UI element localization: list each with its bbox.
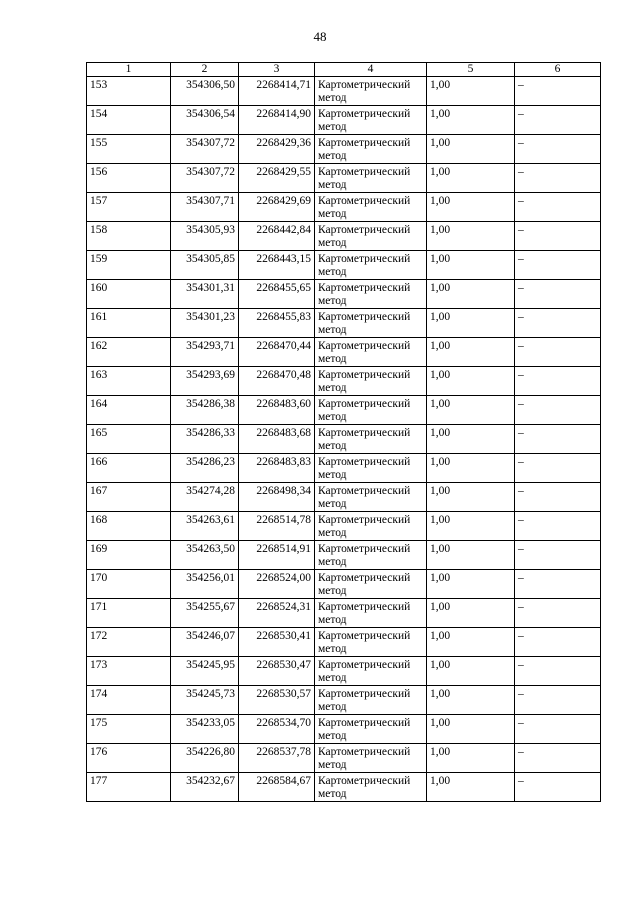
x-coordinate-cell: 354307,71 [171, 193, 239, 222]
x-coordinate-cell: 354306,54 [171, 106, 239, 135]
x-coordinate-cell: 354286,38 [171, 396, 239, 425]
point-number-cell: 173 [87, 657, 171, 686]
note-cell: – [515, 251, 601, 280]
point-number-cell: 172 [87, 628, 171, 657]
x-coordinate-cell: 354306,50 [171, 77, 239, 106]
method-cell: Картометрический метод [315, 77, 427, 106]
note-cell: – [515, 309, 601, 338]
x-coordinate-cell: 354245,73 [171, 686, 239, 715]
y-coordinate-cell: 2268584,67 [239, 773, 315, 802]
accuracy-cell: 1,00 [427, 135, 515, 164]
x-coordinate-cell: 354245,95 [171, 657, 239, 686]
accuracy-cell: 1,00 [427, 164, 515, 193]
point-number-cell: 162 [87, 338, 171, 367]
accuracy-cell: 1,00 [427, 396, 515, 425]
table-row [87, 396, 601, 425]
y-coordinate-cell: 2268470,48 [239, 367, 315, 396]
note-cell: – [515, 541, 601, 570]
x-coordinate-cell: 354232,67 [171, 773, 239, 802]
y-coordinate-cell: 2268414,71 [239, 77, 315, 106]
table-row [87, 512, 601, 541]
accuracy-cell: 1,00 [427, 77, 515, 106]
x-coordinate-cell: 354263,61 [171, 512, 239, 541]
note-cell: – [515, 77, 601, 106]
table-row [87, 251, 601, 280]
note-cell: – [515, 367, 601, 396]
x-coordinate-cell: 354226,80 [171, 744, 239, 773]
x-coordinate-cell: 354301,23 [171, 309, 239, 338]
accuracy-cell: 1,00 [427, 425, 515, 454]
note-cell: – [515, 135, 601, 164]
y-coordinate-cell: 2268429,55 [239, 164, 315, 193]
note-cell: – [515, 483, 601, 512]
column-header: 4 [315, 63, 427, 77]
note-cell: – [515, 338, 601, 367]
y-coordinate-cell: 2268530,41 [239, 628, 315, 657]
point-number-cell: 168 [87, 512, 171, 541]
method-cell: Картометрический метод [315, 715, 427, 744]
method-cell: Картометрический метод [315, 135, 427, 164]
y-coordinate-cell: 2268429,36 [239, 135, 315, 164]
accuracy-cell: 1,00 [427, 251, 515, 280]
method-cell: Картометрический метод [315, 251, 427, 280]
y-coordinate-cell: 2268442,84 [239, 222, 315, 251]
table-row [87, 164, 601, 193]
x-coordinate-cell: 354307,72 [171, 135, 239, 164]
table-row [87, 773, 601, 802]
y-coordinate-cell: 2268483,68 [239, 425, 315, 454]
x-coordinate-cell: 354293,69 [171, 367, 239, 396]
table-row [87, 744, 601, 773]
method-cell: Картометрический метод [315, 309, 427, 338]
y-coordinate-cell: 2268443,15 [239, 251, 315, 280]
point-number-cell: 156 [87, 164, 171, 193]
x-coordinate-cell: 354286,33 [171, 425, 239, 454]
table-row [87, 106, 601, 135]
accuracy-cell: 1,00 [427, 106, 515, 135]
point-number-cell: 166 [87, 454, 171, 483]
column-header: 1 [87, 63, 171, 77]
table-row [87, 686, 601, 715]
table-row [87, 425, 601, 454]
point-number-cell: 153 [87, 77, 171, 106]
table-row [87, 541, 601, 570]
y-coordinate-cell: 2268524,00 [239, 570, 315, 599]
table-row [87, 309, 601, 338]
accuracy-cell: 1,00 [427, 454, 515, 483]
accuracy-cell: 1,00 [427, 222, 515, 251]
table-row [87, 570, 601, 599]
note-cell: – [515, 773, 601, 802]
accuracy-cell: 1,00 [427, 541, 515, 570]
column-header: 2 [171, 63, 239, 77]
accuracy-cell: 1,00 [427, 570, 515, 599]
method-cell: Картометрический метод [315, 222, 427, 251]
method-cell: Картометрический метод [315, 164, 427, 193]
accuracy-cell: 1,00 [427, 512, 515, 541]
table-row [87, 77, 601, 106]
x-coordinate-cell: 354274,28 [171, 483, 239, 512]
method-cell: Картометрический метод [315, 193, 427, 222]
y-coordinate-cell: 2268537,78 [239, 744, 315, 773]
table-row [87, 599, 601, 628]
point-number-cell: 174 [87, 686, 171, 715]
x-coordinate-cell: 354293,71 [171, 338, 239, 367]
x-coordinate-cell: 354246,07 [171, 628, 239, 657]
column-header: 3 [239, 63, 315, 77]
note-cell: – [515, 193, 601, 222]
note-cell: – [515, 657, 601, 686]
x-coordinate-cell: 354307,72 [171, 164, 239, 193]
note-cell: – [515, 599, 601, 628]
y-coordinate-cell: 2268470,44 [239, 338, 315, 367]
y-coordinate-cell: 2268534,70 [239, 715, 315, 744]
x-coordinate-cell: 354301,31 [171, 280, 239, 309]
accuracy-cell: 1,00 [427, 686, 515, 715]
y-coordinate-cell: 2268514,91 [239, 541, 315, 570]
accuracy-cell: 1,00 [427, 193, 515, 222]
accuracy-cell: 1,00 [427, 367, 515, 396]
method-cell: Картометрический метод [315, 454, 427, 483]
point-number-cell: 164 [87, 396, 171, 425]
point-number-cell: 177 [87, 773, 171, 802]
point-number-cell: 154 [87, 106, 171, 135]
x-coordinate-cell: 354255,67 [171, 599, 239, 628]
accuracy-cell: 1,00 [427, 773, 515, 802]
accuracy-cell: 1,00 [427, 599, 515, 628]
method-cell: Картометрический метод [315, 106, 427, 135]
x-coordinate-cell: 354305,85 [171, 251, 239, 280]
x-coordinate-cell: 354256,01 [171, 570, 239, 599]
note-cell: – [515, 425, 601, 454]
note-cell: – [515, 686, 601, 715]
note-cell: – [515, 628, 601, 657]
y-coordinate-cell: 2268514,78 [239, 512, 315, 541]
point-number-cell: 163 [87, 367, 171, 396]
y-coordinate-cell: 2268414,90 [239, 106, 315, 135]
note-cell: – [515, 164, 601, 193]
method-cell: Картометрический метод [315, 396, 427, 425]
point-number-cell: 158 [87, 222, 171, 251]
accuracy-cell: 1,00 [427, 744, 515, 773]
accuracy-cell: 1,00 [427, 280, 515, 309]
method-cell: Картометрический метод [315, 367, 427, 396]
method-cell: Картометрический метод [315, 773, 427, 802]
method-cell: Картометрический метод [315, 686, 427, 715]
note-cell: – [515, 106, 601, 135]
note-cell: – [515, 454, 601, 483]
x-coordinate-cell: 354233,05 [171, 715, 239, 744]
point-number-cell: 159 [87, 251, 171, 280]
x-coordinate-cell: 354286,23 [171, 454, 239, 483]
note-cell: – [515, 512, 601, 541]
method-cell: Картометрический метод [315, 425, 427, 454]
table-row [87, 338, 601, 367]
accuracy-cell: 1,00 [427, 715, 515, 744]
method-cell: Картометрический метод [315, 628, 427, 657]
accuracy-cell: 1,00 [427, 309, 515, 338]
point-number-cell: 165 [87, 425, 171, 454]
table-row [87, 483, 601, 512]
column-header: 6 [515, 63, 601, 77]
point-number-cell: 160 [87, 280, 171, 309]
method-cell: Картометрический метод [315, 657, 427, 686]
point-number-cell: 161 [87, 309, 171, 338]
x-coordinate-cell: 354305,93 [171, 222, 239, 251]
point-number-cell: 157 [87, 193, 171, 222]
note-cell: – [515, 396, 601, 425]
method-cell: Картометрический метод [315, 483, 427, 512]
x-coordinate-cell: 354263,50 [171, 541, 239, 570]
table-row [87, 454, 601, 483]
point-number-cell: 169 [87, 541, 171, 570]
y-coordinate-cell: 2268530,47 [239, 657, 315, 686]
table-row [87, 280, 601, 309]
point-number-cell: 171 [87, 599, 171, 628]
point-number-cell: 176 [87, 744, 171, 773]
table-header-row [87, 63, 601, 77]
method-cell: Картометрический метод [315, 541, 427, 570]
accuracy-cell: 1,00 [427, 338, 515, 367]
note-cell: – [515, 222, 601, 251]
method-cell: Картометрический метод [315, 512, 427, 541]
y-coordinate-cell: 2268429,69 [239, 193, 315, 222]
y-coordinate-cell: 2268524,31 [239, 599, 315, 628]
method-cell: Картометрический метод [315, 338, 427, 367]
table-row [87, 715, 601, 744]
note-cell: – [515, 570, 601, 599]
table-row [87, 657, 601, 686]
y-coordinate-cell: 2268455,65 [239, 280, 315, 309]
page-number: 48 [313, 29, 327, 44]
point-number-cell: 155 [87, 135, 171, 164]
y-coordinate-cell: 2268530,57 [239, 686, 315, 715]
point-number-cell: 170 [87, 570, 171, 599]
y-coordinate-cell: 2268455,83 [239, 309, 315, 338]
method-cell: Картометрический метод [315, 744, 427, 773]
method-cell: Картометрический метод [315, 570, 427, 599]
table-row [87, 367, 601, 396]
coordinates-table [86, 62, 601, 802]
y-coordinate-cell: 2268498,34 [239, 483, 315, 512]
column-header: 5 [427, 63, 515, 77]
accuracy-cell: 1,00 [427, 483, 515, 512]
point-number-cell: 175 [87, 715, 171, 744]
y-coordinate-cell: 2268483,83 [239, 454, 315, 483]
note-cell: – [515, 280, 601, 309]
accuracy-cell: 1,00 [427, 628, 515, 657]
y-coordinate-cell: 2268483,60 [239, 396, 315, 425]
method-cell: Картометрический метод [315, 599, 427, 628]
note-cell: – [515, 744, 601, 773]
table-row [87, 193, 601, 222]
accuracy-cell: 1,00 [427, 657, 515, 686]
table-row [87, 135, 601, 164]
table-row [87, 628, 601, 657]
table-row [87, 222, 601, 251]
point-number-cell: 167 [87, 483, 171, 512]
table-body [87, 77, 601, 802]
note-cell: – [515, 715, 601, 744]
method-cell: Картометрический метод [315, 280, 427, 309]
